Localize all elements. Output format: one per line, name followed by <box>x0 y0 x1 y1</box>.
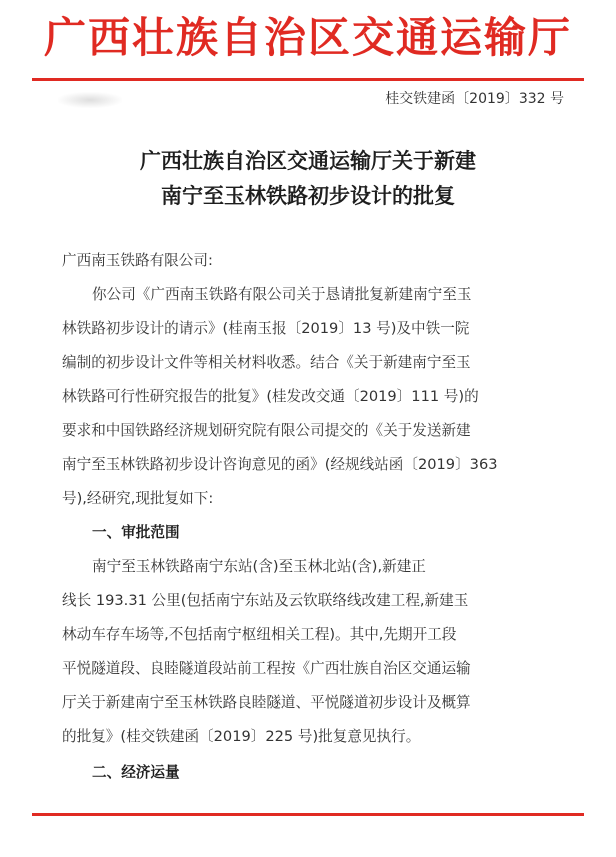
paragraph2-line: 线长 193.31 公里(包括南宁东站及云钦联络线改建工程,新建玉 <box>62 592 469 609</box>
paragraph1-line: 你公司《广西南玉铁路有限公司关于恳请批复新建南宁至玉 <box>92 286 472 303</box>
footer-red-rule <box>32 813 584 816</box>
paragraph1-line: 要求和中国铁路经济规划研究院有限公司提交的《关于发送新建 <box>62 422 471 439</box>
faint-seal-mark <box>58 92 122 108</box>
paragraph1-line: 编制的初步设计文件等相关材料收悉。结合《关于新建南宁至玉 <box>62 354 471 371</box>
section-heading-volume: 二、经济运量 <box>92 764 180 781</box>
paragraph1-line: 号),经研究,现批复如下: <box>62 490 214 507</box>
paragraph2-line: 厅关于新建南宁至玉林铁路良睦隧道、平悦隧道初步设计及概算 <box>62 694 471 711</box>
paragraph1-line: 南宁至玉林铁路初步设计咨询意见的函》(经规线站函〔2019〕363 <box>62 456 498 473</box>
document-title-line-1: 广西壮族自治区交通运输厅关于新建 <box>140 149 476 173</box>
paragraph2-line: 的批复》(桂交铁建函〔2019〕225 号)批复意见执行。 <box>62 728 421 745</box>
paragraph1-line: 林铁路可行性研究报告的批复》(桂发改交通〔2019〕111 号)的 <box>62 388 479 405</box>
addressee: 广西南玉铁路有限公司: <box>62 252 213 269</box>
header-red-rule <box>32 78 584 81</box>
section-heading-scope: 一、审批范围 <box>92 524 180 541</box>
document-title-line-2: 南宁至玉林铁路初步设计的批复 <box>161 184 455 208</box>
paragraph2-line: 林动车存车场等,不包括南宁枢纽相关工程)。其中,先期开工段 <box>62 626 457 643</box>
paragraph2-line: 平悦隧道段、良睦隧道段站前工程按《广西壮族自治区交通运输 <box>62 660 471 677</box>
masthead-title: 广西壮族自治区交通运输厅 <box>43 13 572 62</box>
paragraph2-line: 南宁至玉林铁路南宁东站(含)至玉林北站(含),新建正 <box>92 558 426 575</box>
document-number: 桂交铁建函〔2019〕332 号 <box>385 91 564 107</box>
paragraph1-line: 林铁路初步设计的请示》(桂南玉报〔2019〕13 号)及中铁一院 <box>62 320 470 337</box>
